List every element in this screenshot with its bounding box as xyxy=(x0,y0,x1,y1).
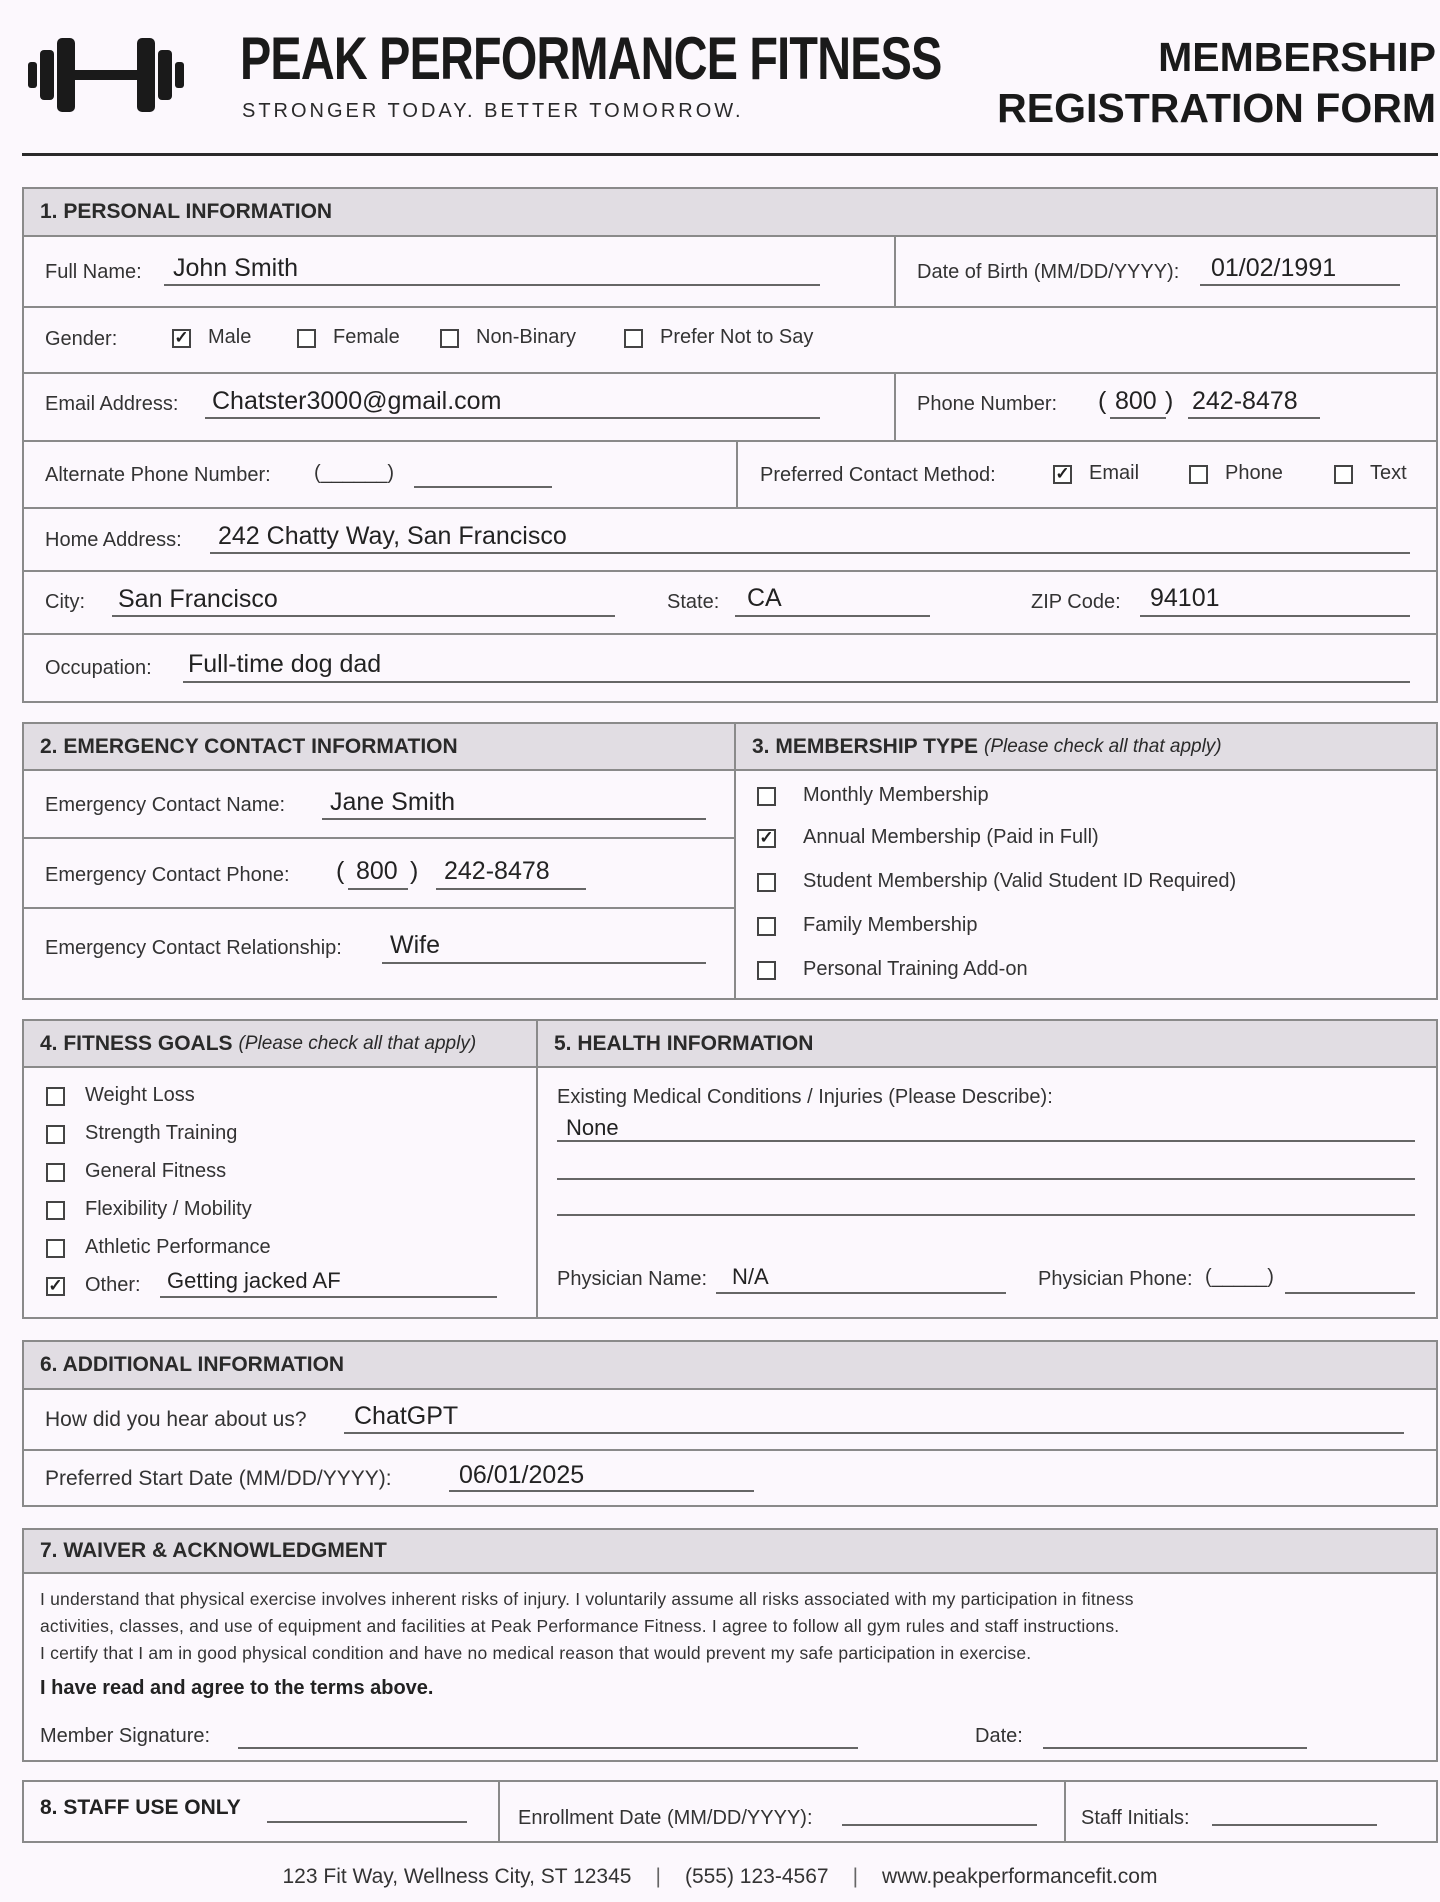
start-date-underline xyxy=(449,1490,754,1492)
alt-phone-underline xyxy=(414,486,552,488)
brand-name: PEAK PERFORMANCE FITNESS xyxy=(240,25,942,92)
enrollment-date-label: Enrollment Date (MM/DD/YYYY): xyxy=(518,1807,813,1829)
conditions-label: Existing Medical Conditions / Injuries (Please Describe): xyxy=(557,1086,1053,1108)
form-footer xyxy=(0,1865,1440,1889)
form-header xyxy=(24,22,1436,130)
goal-option-5-checkbox[interactable] xyxy=(46,1239,65,1258)
signature-line[interactable] xyxy=(238,1747,858,1749)
city-value[interactable]: San Francisco xyxy=(118,585,278,613)
full-name-underline xyxy=(164,284,820,286)
emergency-phone-close-paren: ) xyxy=(410,857,419,885)
membership-option-1-checkbox[interactable] xyxy=(757,787,776,806)
col-divider xyxy=(736,440,738,507)
emergency-relationship-label: Emergency Contact Relationship: xyxy=(45,937,342,959)
emergency-name-underline xyxy=(322,818,706,820)
waiver-text-line-2: activities, classes, and use of equipment and facilities at Peak Performance Fitness. I agree to follow all gym rules and staff instructions. xyxy=(40,1616,1120,1636)
goal-option-1-label: Weight Loss xyxy=(85,1084,195,1106)
row-divider xyxy=(24,1449,1436,1451)
footer-address: 123 Fit Way, Wellness City, ST 12345 xyxy=(282,1865,632,1888)
membership-title: 3. MEMBERSHIP TYPE xyxy=(752,734,978,758)
start-date-value[interactable]: 06/01/2025 xyxy=(459,1461,585,1489)
contact-method-label: Preferred Contact Method: xyxy=(760,464,996,486)
waiver-text-line-3: I certify that I am in good physical condition and have no medical reason that would prevent my safe participation in exercise. xyxy=(40,1643,1032,1663)
dob-label: Date of Birth (MM/DD/YYYY): xyxy=(917,261,1180,283)
goal-other-underline xyxy=(160,1296,497,1298)
emergency-phone-area-underline xyxy=(348,888,408,890)
membership-option-2-label: Annual Membership (Paid in Full) xyxy=(803,826,1099,848)
row-divider xyxy=(24,907,734,909)
phone-close-paren: ) xyxy=(1165,387,1174,415)
footer-separator: | xyxy=(655,1865,661,1888)
brand-tagline: STRONGER TODAY. BETTER TOMORROW. xyxy=(242,100,744,122)
goal-option-4-checkbox[interactable] xyxy=(46,1201,65,1220)
start-date-label: Preferred Start Date (MM/DD/YYYY): xyxy=(45,1467,392,1490)
conditions-value[interactable]: None xyxy=(566,1115,619,1140)
staff-use-title: 8. STAFF USE ONLY xyxy=(40,1796,241,1819)
membership-option-5-checkbox[interactable] xyxy=(757,961,776,980)
physician-phone-label: Physician Phone: xyxy=(1038,1268,1193,1290)
occupation-value[interactable]: Full-time dog dad xyxy=(188,650,382,678)
form-title xyxy=(997,32,1436,134)
contact-phone-checkbox[interactable] xyxy=(1189,465,1208,484)
emergency-phone-open-paren: ( xyxy=(336,857,345,885)
gender-male-checkbox[interactable]: ✓ xyxy=(172,329,191,348)
col-divider xyxy=(894,237,896,306)
occupation-label: Occupation: xyxy=(45,657,152,679)
section-title: 1. PERSONAL INFORMATION xyxy=(24,189,1436,237)
conditions-underline-1 xyxy=(557,1140,1415,1142)
form-title-line-2: REGISTRATION FORM xyxy=(997,85,1436,131)
hear-about-value[interactable]: ChatGPT xyxy=(354,1402,459,1430)
staff-initials-label: Staff Initials: xyxy=(1081,1807,1190,1829)
section-title: 6. ADDITIONAL INFORMATION xyxy=(24,1342,1436,1390)
dob-underline xyxy=(1200,284,1400,286)
emergency-relationship-underline xyxy=(382,962,706,964)
membership-option-1-label: Monthly Membership xyxy=(803,784,989,806)
gender-label: Gender: xyxy=(45,328,118,350)
address-label: Home Address: xyxy=(45,529,182,551)
emergency-phone-underline xyxy=(436,888,586,890)
row-divider xyxy=(24,837,734,839)
emergency-name-value[interactable]: Jane Smith xyxy=(330,788,456,816)
phone-area-underline xyxy=(1110,417,1166,419)
row-divider xyxy=(24,633,1436,635)
dob-value[interactable]: 01/02/1991 xyxy=(1211,254,1337,282)
membership-option-3-label: Student Membership (Valid Student ID Required) xyxy=(803,870,1237,892)
row-divider xyxy=(24,306,1436,308)
goals-title: 4. FITNESS GOALS xyxy=(40,1031,233,1055)
occupation-underline xyxy=(183,681,1410,683)
hear-about-underline xyxy=(344,1432,1404,1434)
gender-female-checkbox[interactable] xyxy=(297,329,316,348)
emergency-phone-value[interactable]: 242-8478 xyxy=(444,857,550,885)
gender-female-label: Female xyxy=(333,326,400,348)
physician-name-underline xyxy=(716,1292,1006,1294)
contact-email-label: Email xyxy=(1089,462,1140,484)
emergency-phone-area[interactable]: 800 xyxy=(356,857,398,885)
address-underline xyxy=(210,552,1410,554)
goal-option-3-checkbox[interactable] xyxy=(46,1163,65,1182)
phone-open-paren: ( xyxy=(1098,387,1107,415)
conditions-underline-2 xyxy=(557,1178,1415,1180)
col-divider xyxy=(894,372,896,440)
goal-option-6-label: Other: xyxy=(85,1274,141,1296)
physician-name-value[interactable]: N/A xyxy=(732,1264,769,1289)
goal-option-5-label: Athletic Performance xyxy=(85,1236,271,1258)
emergency-relationship-value[interactable]: Wife xyxy=(390,931,440,959)
state-label: State: xyxy=(667,591,720,613)
waiver-text-line-1: I understand that physical exercise involves inherent risks of injury. I voluntarily assume all risks associated with my participation in fitness xyxy=(40,1589,1134,1609)
gender-male-label: Male xyxy=(208,326,252,348)
alt-phone-label: Alternate Phone Number: xyxy=(45,464,271,486)
physician-phone-area[interactable]: (_____) xyxy=(1205,1266,1274,1288)
goal-option-3-label: General Fitness xyxy=(85,1160,227,1182)
membership-note: (Please check all that apply) xyxy=(984,735,1222,757)
row-divider xyxy=(24,372,1436,374)
waiver-date-line[interactable] xyxy=(1043,1747,1307,1749)
state-value[interactable]: CA xyxy=(747,584,782,612)
phone-label: Phone Number: xyxy=(917,393,1058,415)
goal-option-4-label: Flexibility / Mobility xyxy=(85,1198,252,1220)
waiver-date-label: Date: xyxy=(975,1725,1023,1747)
emergency-name-label: Emergency Contact Name: xyxy=(45,794,286,816)
enrollment-date-line[interactable] xyxy=(842,1824,1037,1826)
row-divider xyxy=(24,570,1436,572)
goal-option-6-checkbox[interactable]: ✓ xyxy=(46,1277,65,1296)
section-title: 7. WAIVER & ACKNOWLEDGMENT xyxy=(24,1530,1436,1574)
section-title-goals xyxy=(24,1021,536,1068)
physician-name-label: Physician Name: xyxy=(557,1268,708,1290)
signature-label: Member Signature: xyxy=(40,1725,211,1747)
zip-label: ZIP Code: xyxy=(1031,591,1121,613)
full-name-value[interactable]: John Smith xyxy=(173,254,299,282)
phone-underline xyxy=(1188,417,1320,419)
email-label: Email Address: xyxy=(45,393,179,415)
alt-phone-area[interactable]: (______) xyxy=(314,462,395,484)
goals-note: (Please check all that apply) xyxy=(238,1032,477,1054)
conditions-underline-3 xyxy=(557,1214,1415,1216)
waiver-text xyxy=(40,1586,1400,1667)
phone-area-code[interactable]: 800 xyxy=(1115,387,1157,415)
footer-website[interactable]: www.peakperformancefit.com xyxy=(882,1865,1158,1888)
gender-prefer-not-to-say-label: Prefer Not to Say xyxy=(660,326,814,348)
contact-email-checkbox[interactable]: ✓ xyxy=(1053,465,1072,484)
city-underline xyxy=(112,615,615,617)
zip-value[interactable]: 94101 xyxy=(1150,584,1220,612)
row-divider xyxy=(24,440,1436,442)
row-divider xyxy=(24,507,1436,509)
gender-non-binary-label: Non-Binary xyxy=(476,326,577,348)
membership-option-4-checkbox[interactable] xyxy=(757,917,776,936)
dumbbell-icon xyxy=(28,32,208,118)
email-value[interactable]: Chatster3000@gmail.com xyxy=(212,387,502,415)
goal-option-2-checkbox[interactable] xyxy=(46,1125,65,1144)
physician-phone-underline xyxy=(1285,1292,1415,1294)
agree-statement: I have read and agree to the terms above. xyxy=(40,1677,434,1699)
contact-phone-label: Phone xyxy=(1225,462,1283,484)
staff-initials-line[interactable] xyxy=(1212,1824,1377,1826)
gender-prefer-not-to-say-checkbox[interactable] xyxy=(624,329,643,348)
membership-option-2-checkbox[interactable]: ✓ xyxy=(757,829,776,848)
full-name-label: Full Name: xyxy=(45,261,142,283)
section-title-membership xyxy=(736,724,1436,771)
form-title-line-1: MEMBERSHIP xyxy=(1158,34,1436,80)
col-divider xyxy=(498,1782,500,1841)
section-title: 5. HEALTH INFORMATION xyxy=(538,1021,1436,1068)
state-underline xyxy=(735,615,930,617)
staff-use-line[interactable] xyxy=(267,1821,467,1823)
contact-text-label: Text xyxy=(1370,462,1407,484)
goal-option-2-label: Strength Training xyxy=(85,1122,238,1144)
gender-non-binary-checkbox[interactable] xyxy=(440,329,459,348)
phone-value[interactable]: 242-8478 xyxy=(1192,387,1298,415)
address-value[interactable]: 242 Chatty Way, San Francisco xyxy=(218,522,567,550)
footer-separator: | xyxy=(852,1865,859,1888)
membership-option-4-label: Family Membership xyxy=(803,914,978,936)
footer-phone: (555) 123-4567 xyxy=(684,1865,829,1888)
goal-option-1-checkbox[interactable] xyxy=(46,1087,65,1106)
hear-about-label: How did you hear about us? xyxy=(45,1408,307,1431)
membership-option-3-checkbox[interactable] xyxy=(757,873,776,892)
contact-text-checkbox[interactable] xyxy=(1334,465,1353,484)
zip-underline xyxy=(1140,615,1410,617)
section-title: 2. EMERGENCY CONTACT INFORMATION xyxy=(24,724,734,771)
emergency-phone-label: Emergency Contact Phone: xyxy=(45,864,290,886)
header-rule xyxy=(22,153,1438,156)
email-underline xyxy=(205,417,820,419)
city-label: City: xyxy=(45,591,85,613)
membership-option-5-label: Personal Training Add-on xyxy=(803,958,1028,980)
goal-other-value[interactable]: Getting jacked AF xyxy=(167,1268,341,1293)
col-divider xyxy=(1064,1782,1066,1841)
